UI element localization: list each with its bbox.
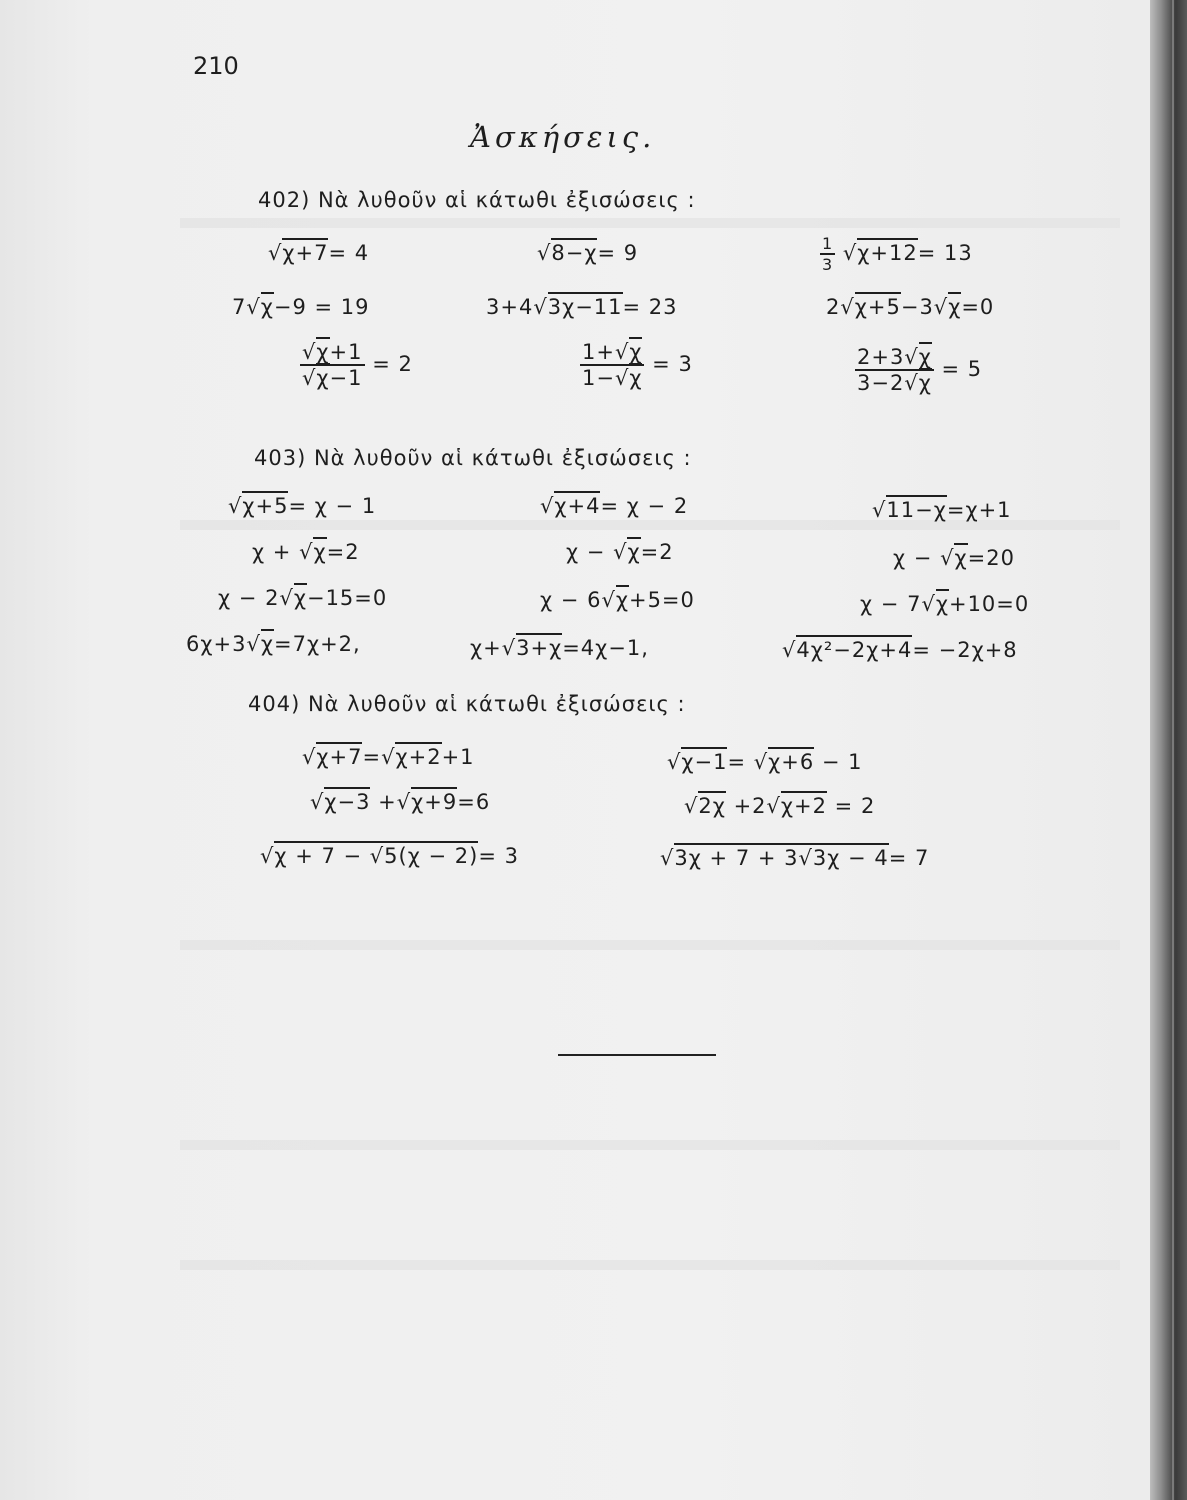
- exercise-403-intro: 403) Νὰ λυθοῦν αἱ κάτωθι ἐξισώσεις :: [254, 446, 692, 470]
- equation-404-5: √χ + 7 − √5(χ − 2)= 3: [260, 844, 519, 868]
- equation-403-6: χ − √χ=20: [893, 546, 1015, 570]
- equation-402-3: $\frac{1}{3}$ √χ+12= 13: [822, 234, 973, 274]
- equation-402-1: √χ+7= 4: [268, 241, 369, 265]
- equation-403-8: χ − 6√χ+5=0: [540, 588, 695, 612]
- spine-edge: [1172, 0, 1174, 1500]
- equation-402-2: √8−χ= 9: [537, 241, 638, 265]
- equation-404-2: √χ−1= √χ+6 − 1: [667, 750, 863, 774]
- equation-404-3: √χ−3 +√χ+9=6: [310, 790, 490, 814]
- equation-402-9: $\frac{2+3√\chi}{3-2√\chi}$ = 5: [855, 345, 982, 395]
- equation-403-2: √χ+4= χ − 2: [540, 494, 688, 518]
- exercise-404-intro: 404) Νὰ λυθοῦν αἱ κάτωθι ἐξισώσεις :: [248, 692, 686, 716]
- equation-403-9: χ − 7√χ+10=0: [860, 592, 1029, 616]
- equation-403-11: χ+√3+χ=4χ−1,: [470, 636, 649, 660]
- equation-402-4: 7√χ−9 = 19: [232, 295, 370, 319]
- equation-403-7: χ − 2√χ−15=0: [218, 586, 387, 610]
- equation-403-3: √11−χ=χ+1: [872, 498, 1012, 522]
- page-number: 210: [193, 52, 239, 80]
- equation-404-1: √χ+7=√χ+2+1: [302, 745, 475, 769]
- exercise-402-intro: 402) Νὰ λυθοῦν αἱ κάτωθι ἐξισώσεις :: [258, 188, 696, 212]
- equation-403-5: χ − √χ=2: [566, 540, 674, 564]
- equation-402-6: 2√χ+5−3√χ=0: [826, 295, 994, 319]
- equation-403-1: √χ+5= χ − 1: [228, 494, 376, 518]
- show-through-text: [180, 1260, 1120, 1270]
- section-heading: Ἀσκήσεις.: [470, 120, 656, 154]
- equation-404-6: √3χ + 7 + 3√3χ − 4= 7: [660, 846, 929, 870]
- equation-403-10: 6χ+3√χ=7χ+2,: [186, 632, 361, 656]
- section-divider-line: [558, 1054, 716, 1056]
- book-spine: [1150, 0, 1187, 1500]
- equation-404-4: √2χ +2√χ+2 = 2: [684, 794, 875, 818]
- equation-402-5: 3+4√3χ−11= 23: [486, 295, 678, 319]
- show-through-text: [180, 218, 1120, 228]
- equation-403-12: √4χ²−2χ+4= −2χ+8: [782, 638, 1018, 662]
- equation-402-8: $\frac{1+√\chi}{1-√\chi}$ = 3: [580, 340, 693, 390]
- equation-402-7: $\frac{√\chi+1}{√\chi-1}$ = 2: [300, 340, 413, 390]
- show-through-text: [180, 940, 1120, 950]
- equation-403-4: χ + √χ=2: [252, 540, 360, 564]
- show-through-text: [180, 1140, 1120, 1150]
